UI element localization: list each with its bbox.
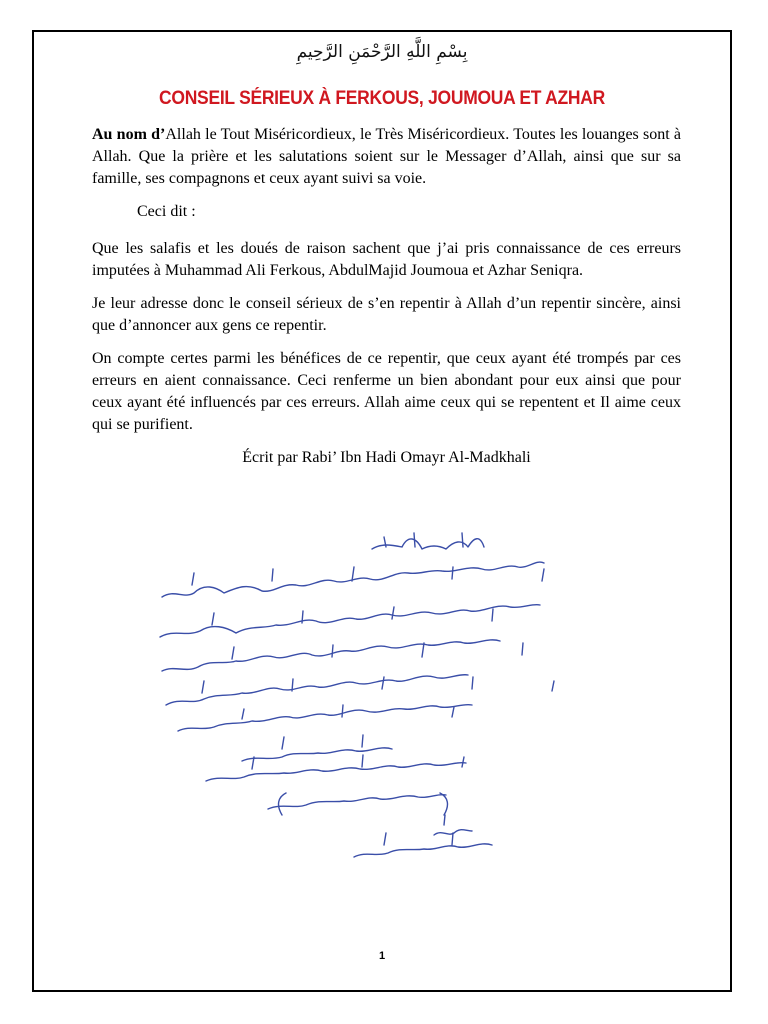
paragraph-4: On compte certes parmi les bénéfices de ce repentir, que ceux ayant été trompés par ces erreurs en aient connaissance. Ceci renferme un bien abondant pour eux ainsi que pour ceux ayant été influencés par ces erreurs. Allah aime ceux qui se repentent et Il aime ceux qui se purifient. <box>92 350 681 433</box>
handwritten-line-11 <box>354 833 492 857</box>
handwritten-letter <box>122 519 602 869</box>
handwritten-line-7 <box>242 735 392 761</box>
intro-bold: Au nom d’ <box>92 126 166 143</box>
ceci-dit: Ceci dit : <box>137 203 196 220</box>
document-title: CONSEIL SÉRIEUX À FERKOUS, JOUMOUA ET AZHAR <box>159 88 605 109</box>
intro-text: Allah le Tout Miséricordieux, le Très Miséricordieux. Toutes les louanges sont à Allah. Que la prière et les salutations soient sur le Messager d’Allah, ainsi que sur sa famille, ses compagnons et ceux ayant suivi sa voie. <box>92 126 682 187</box>
document-body <box>92 124 681 480</box>
handwritten-line-2 <box>162 562 544 597</box>
page-number: 1 <box>378 950 386 962</box>
paragraph-3: Je leur adresse donc le conseil sérieux de s’en repentir à Allah d’un repentir sincère, ainsi que d’annoncer aux gens ce repentir. <box>92 295 681 334</box>
handwritten-line-9 <box>268 793 447 815</box>
handwritten-line-8 <box>206 755 466 781</box>
paragraph-2: Que les salafis et les doués de raison sachent que j’ai pris connaissance de ces erreurs imputées à Muhammad Ali Ferkous, AbdulMajid Joumoua et Azhar Seniqra. <box>92 240 681 279</box>
signature-line: Écrit par Rabi’ Ibn Hadi Omayr Al-Madkhali <box>242 449 531 466</box>
intro-paragraph <box>92 124 681 190</box>
basmala-header: بِسْمِ اللَّهِ الرَّحْمَنِ الرَّحِيمِ <box>296 42 468 62</box>
handwritten-line-4 <box>162 640 523 671</box>
handwritten-line-1 <box>372 533 484 549</box>
handwritten-line-3 <box>160 605 540 637</box>
document-page <box>32 30 732 992</box>
handwritten-line-6 <box>178 705 472 731</box>
handwritten-line-10 <box>434 815 472 835</box>
handwritten-line-5 <box>166 675 554 705</box>
